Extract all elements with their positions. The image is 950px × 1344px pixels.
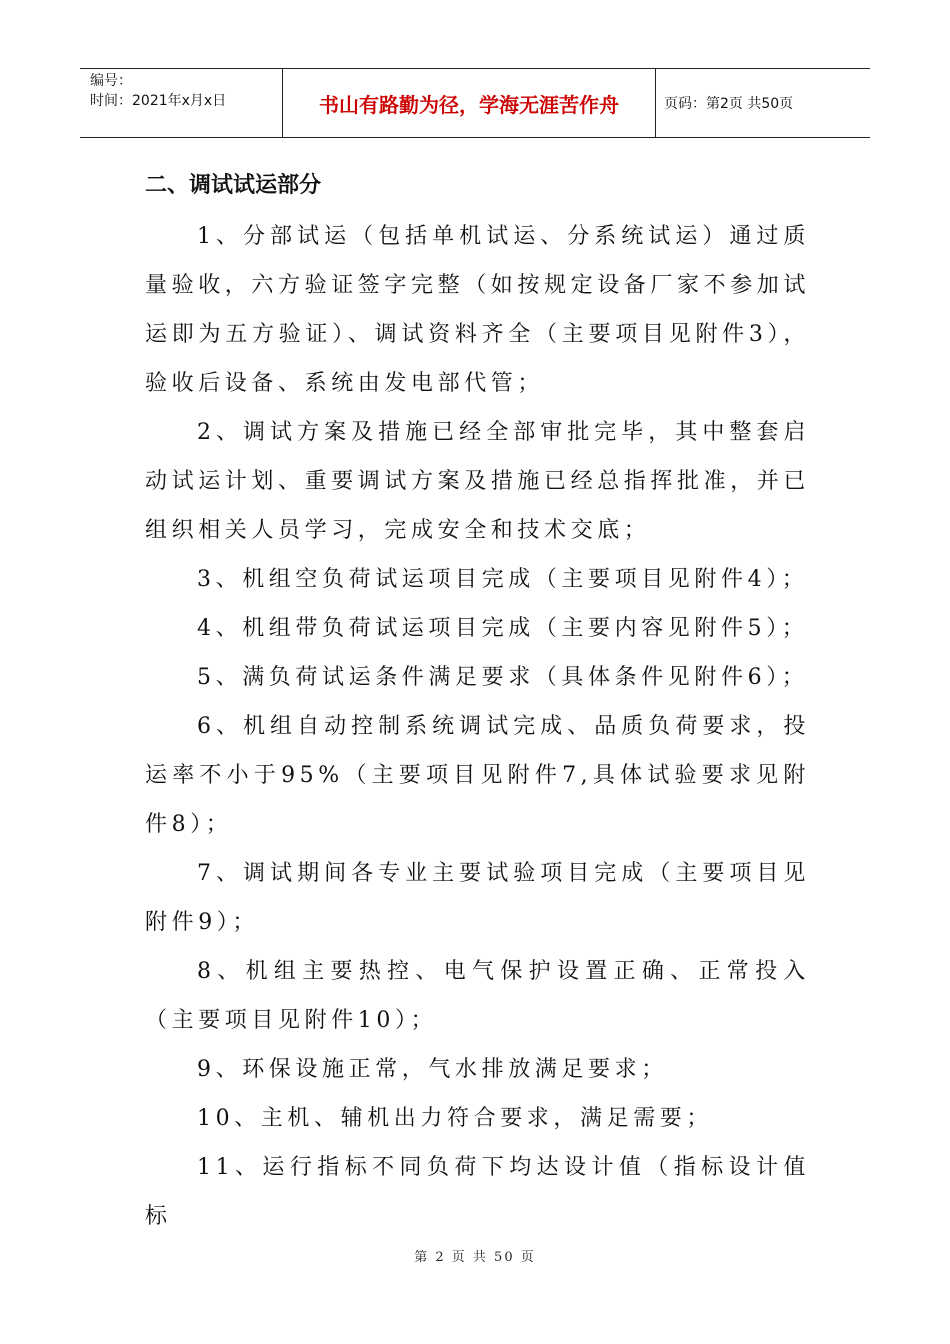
paragraph-2: 2、调试方案及措施已经全部审批完毕，其中整套启动试运计划、重要调试方案及措施已经总指挥批准，并已组织相关人员学习，完成安全和技术交底； — [145, 420, 811, 543]
paragraph-9: 9、环保设施正常，气水排放满足要求； — [197, 1057, 668, 1082]
header-page-cell — [656, 69, 870, 137]
paragraph-4: 4、机组带负荷试运项目完成（主要内容见附件5）； — [197, 616, 809, 641]
paragraph-6: 6、机组自动控制系统调试完成、品质负荷要求，投运率不小于95%（主要项目见附件7,具体试验要求见附件8）； — [145, 714, 810, 837]
paragraph-1: 1、分部试运（包括单机试运、分系统试运）通过质量验收，六方验证签字完整（如按规定设备厂家不参加试运即为五方验证）、调试资料齐全（主要项目见附件3），验收后设备、系统由发电部代管； — [145, 224, 811, 396]
header-motto: 书山有路勤为径，学海无涯苦作舟 — [319, 92, 619, 117]
page-footer: 第 2 页 共 50 页 — [414, 1250, 536, 1265]
paragraph-8: 8、机组主要热控、电气保护设置正确、正常投入（主要项目见附件10）； — [145, 959, 810, 1033]
paragraph-5: 5、满负荷试运条件满足要求（具体条件见附件6）； — [197, 665, 809, 690]
header-page-info: 页码：第2页 共50页 — [664, 96, 794, 112]
document-time-label: 时间：2021年x月x日 — [90, 93, 227, 109]
paragraph-10: 10、主机、辅机出力符合要求，满足需要； — [197, 1106, 713, 1131]
header-meta-cell — [80, 69, 283, 137]
header-motto-cell — [283, 69, 656, 137]
document-header — [80, 68, 870, 138]
paragraph-3: 3、机组空负荷试运项目完成（主要项目见附件4）； — [197, 567, 809, 592]
document-number-label: 编号： — [90, 73, 132, 89]
document-body — [145, 164, 810, 1241]
section-heading: 二、调试试运部分 — [145, 173, 322, 198]
paragraph-7: 7、调试期间各专业主要试验项目完成（主要项目见附件9）； — [145, 861, 810, 935]
paragraph-11: 11、运行指标不同负荷下均达设计值（指标设计值标 — [145, 1155, 810, 1229]
